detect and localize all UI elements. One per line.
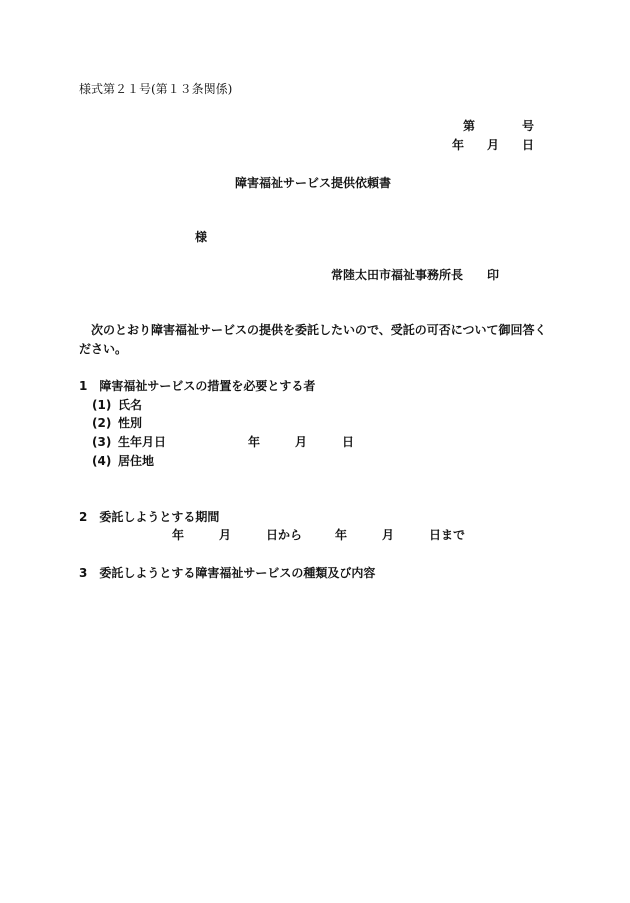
document-title: 障害福祉サービス提供依頼書 bbox=[235, 176, 392, 190]
section2-heading: 2 委託しようとする期間 bbox=[79, 510, 220, 524]
item-label-name: 氏名 bbox=[118, 398, 143, 412]
item-number: (1) bbox=[92, 398, 112, 412]
birth-month: 月 bbox=[295, 435, 308, 449]
item-number: (3) bbox=[92, 435, 112, 449]
period-from-year: 年 bbox=[172, 528, 185, 542]
form-number: 様式第２１号(第１３条関係) bbox=[79, 82, 233, 96]
birth-day: 日 bbox=[342, 435, 355, 449]
intro-paragraph bbox=[79, 321, 551, 359]
addressee-sama: 様 bbox=[195, 230, 208, 244]
doc-number-go: 号 bbox=[522, 119, 535, 133]
date-year: 年 bbox=[452, 138, 465, 152]
period-from-month: 月 bbox=[219, 528, 232, 542]
date-month: 月 bbox=[487, 138, 500, 152]
item-label-address: 居住地 bbox=[118, 454, 155, 468]
section1-heading: 1 障害福祉サービスの措置を必要とする者 bbox=[79, 379, 316, 393]
period-to-year: 年 bbox=[335, 528, 348, 542]
section3-heading: 3 委託しようとする障害福祉サービスの種類及び内容 bbox=[79, 566, 376, 580]
item-label-gender: 性別 bbox=[118, 416, 143, 430]
period-to-day: 日まで bbox=[429, 528, 466, 542]
item-number: (2) bbox=[92, 416, 112, 430]
date-day: 日 bbox=[522, 138, 535, 152]
doc-number-dai: 第 bbox=[463, 119, 476, 133]
item-label-birthdate: 生年月日 bbox=[118, 435, 167, 449]
sender-name: 常陸太田市福祉事務所長 bbox=[331, 268, 464, 282]
item-number: (4) bbox=[92, 454, 112, 468]
intro-text: 次のとおり障害福祉サービスの提供を委託したいので、受託の可否について御回答ください。 bbox=[79, 323, 547, 356]
birth-year: 年 bbox=[248, 435, 261, 449]
period-to-month: 月 bbox=[382, 528, 395, 542]
sender-seal: 印 bbox=[487, 268, 500, 282]
period-from-day: 日から bbox=[266, 528, 303, 542]
